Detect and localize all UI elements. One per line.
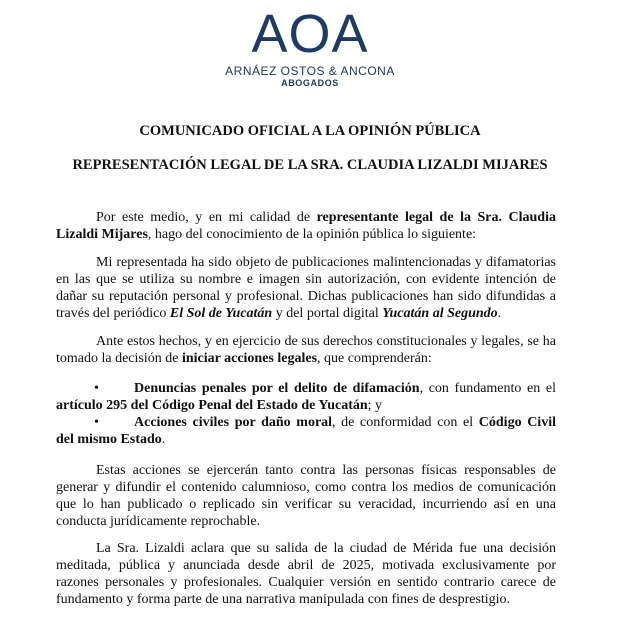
text-run: , de conformidad con el — [332, 415, 479, 430]
text-run: Ante estos hechos, y en ejercicio de sus derechos constitucionales y legales, se ha tomado la decisión de — [56, 334, 556, 366]
firm-subtitle: ABOGADOS — [281, 78, 339, 88]
text-run: Mi representada ha sido objeto de publicaciones malintencionadas y difamatorias en las que se utiliza su nombre e imagen sin autorización, con evidente intención de dañar su reputación personal y profesional. Dichas publicaciones han sido difundidas a través del periódico — [56, 255, 556, 321]
text-run: y del portal digital — [272, 306, 383, 321]
text-run-bold: representante legal de la Sra. Claudia Lizaldi Mijares — [56, 210, 556, 242]
text-run: Estas acciones se ejercerán tanto contra las personas físicas responsables de generar y difundir el contenido calumnioso, como contra los medios de comunicación que lo han publicado o replicado sin verificar su veracidad, incurriendo así en una conducta jurídicamente reprochable. — [56, 463, 556, 529]
portal-name: Yucatán al Segundo — [382, 306, 498, 321]
firm-logo — [0, 6, 620, 89]
text-run: ; y — [367, 398, 383, 413]
text-run-bold: artículo 295 del Código Penal del Estado de Yucatán — [56, 398, 368, 413]
document-subtitle: REPRESENTACIÓN LEGAL DE LA SRA. CLAUDIA LIZALDI MIJARES — [72, 157, 548, 173]
text-run-bold: Acciones civiles por daño moral — [134, 415, 333, 430]
text-run: , con fundamento en el — [419, 381, 556, 396]
list-item — [56, 380, 556, 414]
text-run: . — [497, 306, 502, 321]
paragraph-scope — [56, 462, 556, 530]
text-run: Por este medio, y en mi calidad de — [96, 210, 317, 225]
text-run: , que comprenderán: — [317, 351, 432, 366]
newspaper-name: El Sol de Yucatán — [169, 306, 273, 321]
paragraph-publications — [56, 254, 556, 322]
firm-name: ARNÁEZ OSTOS & ANCONA — [225, 64, 395, 78]
bullet-icon: • — [94, 415, 99, 430]
paragraph-intro — [56, 209, 556, 243]
paragraph-clarification — [56, 540, 556, 608]
logo-mark: AOA — [251, 4, 369, 64]
text-run-bold: Código Civil del mismo Estado — [56, 415, 556, 447]
bullet-list — [56, 380, 556, 448]
text-run: La Sra. Lizaldi aclara que su salida de la ciudad de Mérida fue una decisión meditada, pública y anunciada desde abril de 2025, motivada exclusivamente por razones personales y profesionales. Cualquier versión en sentido contrario carece de fundamento y forma parte de una narrativa manipulada con fines de desprestigio. — [56, 541, 556, 607]
list-item — [56, 414, 556, 448]
text-run-bold: Denuncias penales por el delito de difamación — [134, 381, 420, 396]
text-run: . — [161, 432, 166, 447]
bullet-icon: • — [94, 381, 99, 396]
document-title: COMUNICADO OFICIAL A LA OPINIÓN PÚBLICA — [139, 123, 481, 139]
text-run: , hago del conocimiento de la opinión pública lo siguiente: — [147, 227, 477, 242]
text-run-bold: iniciar acciones legales — [181, 351, 318, 366]
paragraph-legal-actions — [56, 333, 556, 367]
